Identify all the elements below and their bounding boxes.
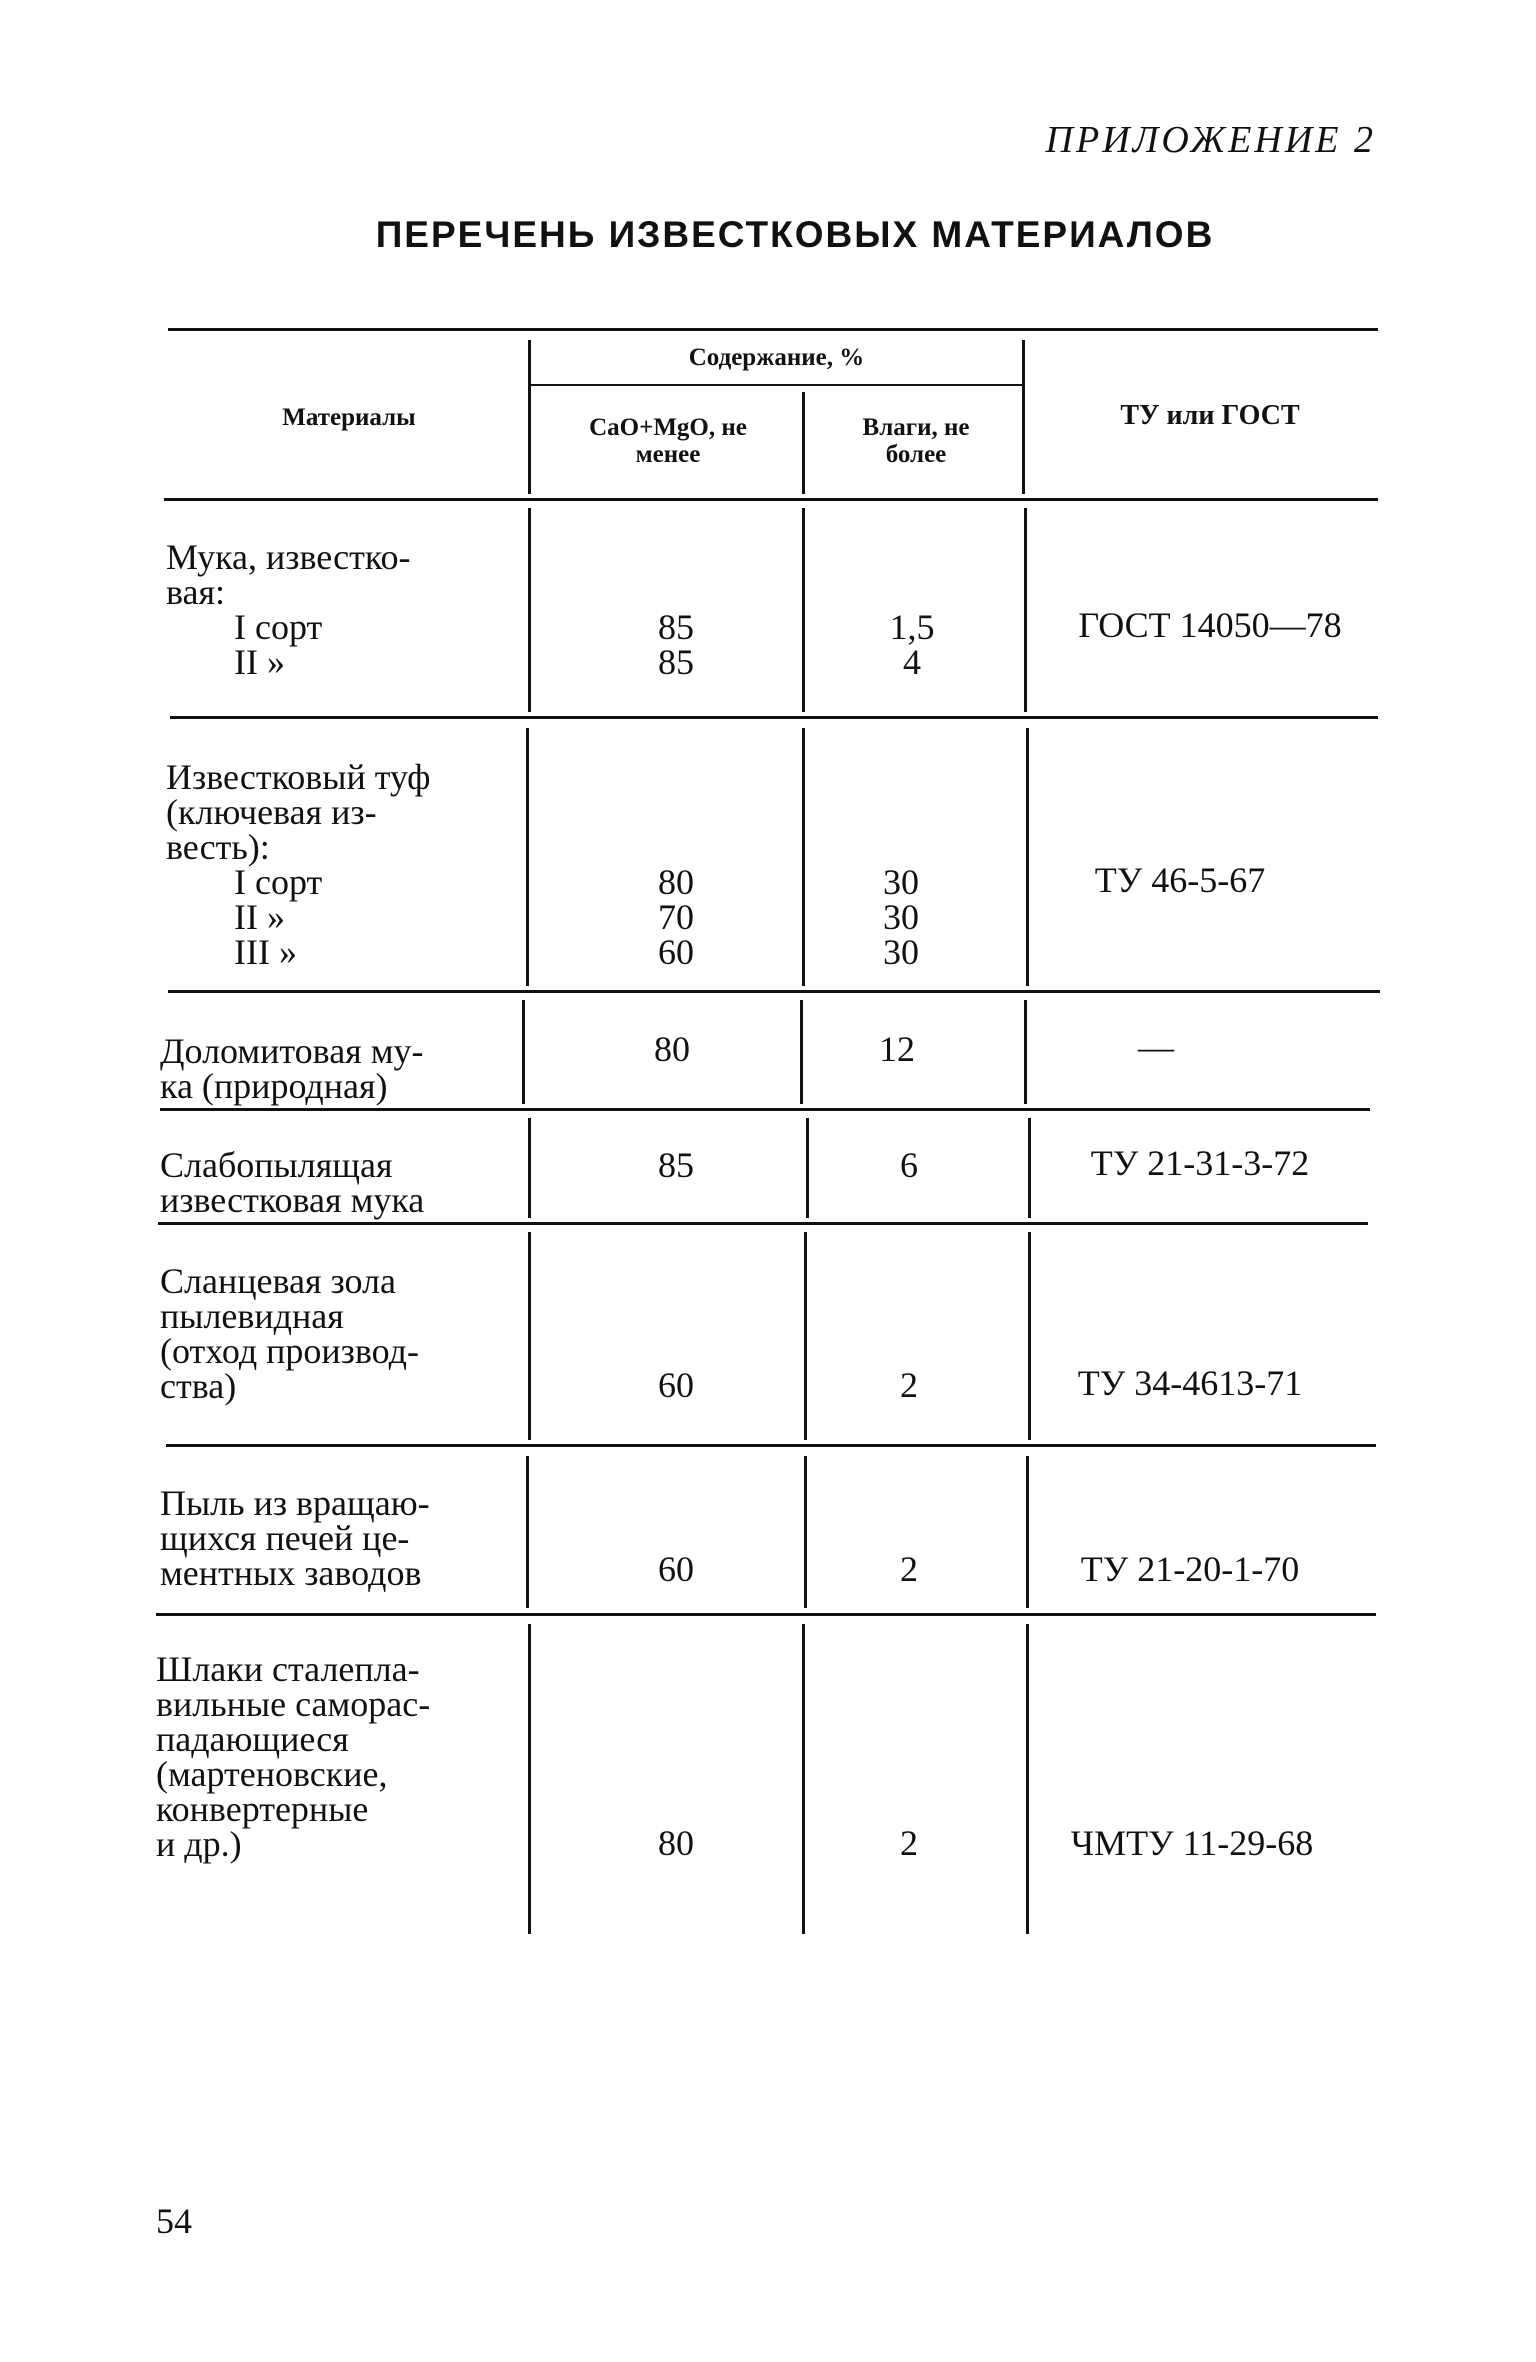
col-rule: [1028, 1118, 1031, 1218]
standard-cell: ГОСТ 14050—78: [1078, 605, 1342, 645]
row-divider: [158, 1222, 1368, 1225]
material-line: (мартеновские,: [156, 1754, 388, 1794]
material-line: Известковый туф: [166, 757, 431, 797]
cao-mgo-cell: [601, 862, 751, 972]
standard-cell: ТУ 46-5-67: [1094, 860, 1266, 900]
moisture-cell: 6: [900, 1145, 918, 1185]
moisture-cell: 2: [900, 1823, 918, 1863]
cao-mgo-cell: 60: [658, 1549, 694, 1589]
value-line: 4: [903, 642, 921, 682]
material-cell: [160, 1145, 528, 1220]
grade-line: II »: [234, 897, 285, 937]
material-cell: [160, 1031, 520, 1106]
col-rule: [804, 1456, 807, 1608]
moisture-cell: [826, 862, 976, 972]
row-divider: [168, 990, 1380, 993]
header-materials: Материалы: [282, 404, 416, 431]
material-line: весть):: [166, 827, 270, 867]
value-line: 85: [658, 642, 694, 682]
header-content-group: Содержание, %: [688, 344, 865, 371]
col-rule: [806, 1118, 809, 1218]
moisture-cell: 12: [879, 1029, 915, 1069]
cao-mgo-cell: 80: [658, 1823, 694, 1863]
col-rule: [1026, 1456, 1029, 1608]
cao-mgo-cell: 60: [658, 1365, 694, 1405]
header-col-rule: [802, 392, 805, 494]
col-rule: [526, 1456, 529, 1608]
value-line: 85: [658, 607, 694, 647]
material-cell: [166, 537, 516, 682]
col-rule: [528, 508, 531, 712]
material-line: ства): [160, 1366, 237, 1406]
header-col-rule: [1022, 340, 1025, 494]
material-line: вильные саморас-: [156, 1684, 431, 1724]
value-line: 70: [658, 897, 694, 937]
material-line: Пыль из вращаю-: [160, 1483, 430, 1523]
material-line: Мука, известко-: [166, 537, 411, 577]
material-cell: [160, 1483, 526, 1593]
cao-mgo-cell: 85: [658, 1145, 694, 1185]
col-rule: [522, 1000, 525, 1104]
col-rule: [800, 1000, 803, 1104]
col-rule: [528, 1232, 531, 1440]
col-rule: [802, 1624, 805, 1934]
standard-cell: ЧМТУ 11-29-68: [1070, 1823, 1314, 1863]
standard-cell: —: [1138, 1027, 1174, 1067]
material-line: Слабопылящая: [160, 1145, 393, 1185]
value-line: 60: [658, 932, 694, 972]
value-line: 1,5: [889, 607, 935, 647]
moisture-cell: [837, 607, 987, 682]
moisture-cell: 2: [900, 1365, 918, 1405]
page-number: 54: [156, 2201, 192, 2241]
material-line: Доломитовая му-: [160, 1031, 424, 1071]
table-top-rule: [168, 328, 1378, 331]
material-line: щихся печей це-: [160, 1518, 410, 1558]
grade-line: I сорт: [234, 607, 323, 647]
grade-line: I сорт: [234, 862, 323, 902]
header-group-rule: [530, 384, 1022, 386]
material-line: вая:: [166, 572, 226, 612]
standard-cell: ТУ 21-31-3-72: [1090, 1143, 1310, 1183]
row-divider: [170, 716, 1378, 719]
header-bottom-rule: [164, 498, 1378, 501]
row-divider: [166, 1444, 1376, 1447]
value-line: 80: [658, 862, 694, 902]
material-line: ментных заводов: [160, 1553, 422, 1593]
value-line: 30: [883, 932, 919, 972]
value-line: 30: [883, 897, 919, 937]
material-line: (ключевая из-: [166, 792, 377, 832]
col-rule: [1026, 1624, 1029, 1934]
appendix-label: ПРИЛОЖЕНИЕ 2: [1045, 119, 1376, 161]
standard-cell: ТУ 34-4613-71: [1077, 1363, 1303, 1403]
header-cao-mgo: CaO+MgO, не менее: [589, 414, 747, 468]
cao-mgo-cell: [601, 607, 751, 682]
value-line: 30: [883, 862, 919, 902]
row-divider: [156, 1613, 1376, 1616]
col-rule: [1028, 1232, 1031, 1440]
material-line: известковая мука: [160, 1180, 425, 1220]
material-line: Сланцевая зола: [160, 1261, 397, 1301]
standard-cell: ТУ 21-20-1-70: [1080, 1549, 1300, 1589]
material-line: и др.): [156, 1824, 242, 1864]
col-rule: [528, 1118, 531, 1218]
col-rule: [1024, 508, 1027, 712]
header-standard: ТУ или ГОСТ: [1120, 400, 1300, 431]
material-line: ка (природная): [160, 1066, 388, 1106]
material-line: пылевидная: [160, 1296, 344, 1336]
material-line: конвертерные: [156, 1789, 369, 1829]
material-cell: [166, 757, 526, 972]
grade-line: II »: [234, 642, 285, 682]
col-rule: [802, 728, 805, 986]
header-moisture: Влаги, не более: [862, 414, 970, 468]
material-cell: [160, 1261, 528, 1406]
col-rule: [528, 1624, 531, 1934]
row-divider: [160, 1108, 1370, 1111]
cao-mgo-cell: 80: [654, 1029, 690, 1069]
material-line: Шлаки сталепла-: [156, 1649, 420, 1689]
material-line: (отход производ-: [160, 1331, 419, 1371]
col-rule: [1026, 728, 1029, 986]
material-cell: [156, 1649, 526, 1864]
material-line: падающиеся: [156, 1719, 349, 1759]
col-rule: [526, 728, 529, 986]
grade-line: III »: [234, 932, 297, 972]
col-rule: [802, 508, 805, 712]
col-rule: [804, 1232, 807, 1440]
page-title: ПЕРЕЧЕНЬ ИЗВЕСТКОВЫХ МАТЕРИАЛОВ: [375, 214, 1215, 255]
moisture-cell: 2: [900, 1549, 918, 1589]
